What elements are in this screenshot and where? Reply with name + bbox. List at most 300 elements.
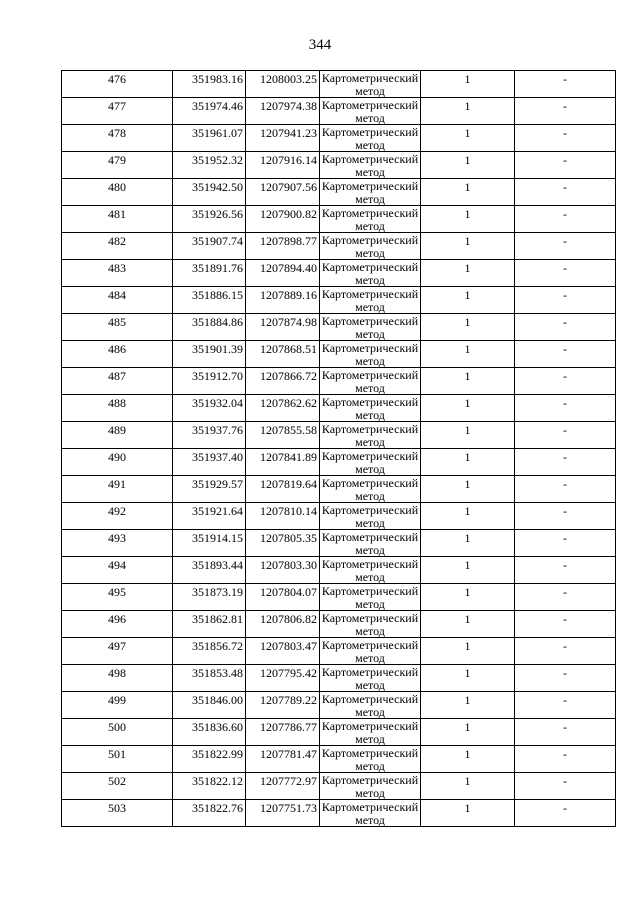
accuracy-cell xyxy=(421,152,515,179)
y-coordinate-cell-text: 1207941.23 xyxy=(260,126,317,140)
point-number-cell-text: 491 xyxy=(108,477,126,491)
description-cell xyxy=(515,719,616,746)
accuracy-cell xyxy=(421,422,515,449)
accuracy-cell-text: 1 xyxy=(464,585,471,599)
accuracy-cell-text: 1 xyxy=(464,774,471,788)
y-coordinate-cell-text: 1207974.38 xyxy=(260,99,317,113)
description-cell xyxy=(515,422,616,449)
accuracy-cell xyxy=(421,476,515,503)
accuracy-cell xyxy=(421,395,515,422)
y-coordinate-cell-text: 1207795.42 xyxy=(260,666,317,680)
table-row xyxy=(62,557,616,584)
x-coordinate-cell-text: 351862.81 xyxy=(192,612,243,626)
description-cell xyxy=(515,152,616,179)
table-row xyxy=(62,773,616,800)
point-number-cell xyxy=(62,125,173,152)
x-coordinate-cell-text: 351846.00 xyxy=(192,693,243,707)
method-cell xyxy=(320,368,421,395)
description-cell-text: - xyxy=(563,126,567,140)
point-number-cell xyxy=(62,422,173,449)
y-coordinate-cell-text: 1207855.58 xyxy=(260,423,317,437)
y-coordinate-cell-text: 1207781.47 xyxy=(260,747,317,761)
point-number-cell xyxy=(62,773,173,800)
method-cell-text: Картометрический метод xyxy=(321,260,419,286)
method-cell xyxy=(320,98,421,125)
point-number-cell xyxy=(62,584,173,611)
y-coordinate-cell xyxy=(246,611,320,638)
method-cell-text: Картометрический метод xyxy=(321,692,419,718)
x-coordinate-cell xyxy=(173,584,246,611)
method-cell-text: Картометрический метод xyxy=(321,557,419,583)
method-cell xyxy=(320,665,421,692)
x-coordinate-cell-text: 351942.50 xyxy=(192,180,243,194)
y-coordinate-cell xyxy=(246,638,320,665)
point-number-cell xyxy=(62,341,173,368)
y-coordinate-cell xyxy=(246,260,320,287)
y-coordinate-cell xyxy=(246,719,320,746)
y-coordinate-cell-text: 1207868.51 xyxy=(260,342,317,356)
point-number-cell xyxy=(62,206,173,233)
y-coordinate-cell xyxy=(246,557,320,584)
method-cell-text: Картометрический метод xyxy=(321,314,419,340)
x-coordinate-cell xyxy=(173,719,246,746)
page-number: 344 xyxy=(308,37,332,53)
method-cell-text: Картометрический метод xyxy=(321,773,419,799)
method-cell xyxy=(320,476,421,503)
y-coordinate-cell xyxy=(246,773,320,800)
x-coordinate-cell xyxy=(173,503,246,530)
x-coordinate-cell-text: 351822.12 xyxy=(192,774,243,788)
method-cell xyxy=(320,260,421,287)
point-number-cell xyxy=(62,449,173,476)
table-row xyxy=(62,665,616,692)
accuracy-cell-text: 1 xyxy=(464,423,471,437)
point-number-cell-text: 482 xyxy=(108,234,126,248)
table-row xyxy=(62,152,616,179)
method-cell xyxy=(320,800,421,827)
y-coordinate-cell-text: 1207874.98 xyxy=(260,315,317,329)
description-cell xyxy=(515,638,616,665)
table-row xyxy=(62,314,616,341)
x-coordinate-cell xyxy=(173,287,246,314)
table-row xyxy=(62,287,616,314)
description-cell-text: - xyxy=(563,477,567,491)
point-number-cell-text: 479 xyxy=(108,153,126,167)
y-coordinate-cell xyxy=(246,692,320,719)
description-cell-text: - xyxy=(563,450,567,464)
point-number-cell-text: 489 xyxy=(108,423,126,437)
method-cell xyxy=(320,152,421,179)
method-cell-text: Картометрический метод xyxy=(321,530,419,556)
point-number-cell-text: 495 xyxy=(108,585,126,599)
method-cell-text: Картометрический метод xyxy=(321,125,419,151)
accuracy-cell xyxy=(421,692,515,719)
y-coordinate-cell xyxy=(246,368,320,395)
accuracy-cell xyxy=(421,179,515,206)
accuracy-cell xyxy=(421,314,515,341)
method-cell-text: Картометрический метод xyxy=(321,206,419,232)
x-coordinate-cell-text: 351893.44 xyxy=(192,558,243,572)
point-number-cell xyxy=(62,638,173,665)
table-row xyxy=(62,422,616,449)
x-coordinate-cell xyxy=(173,422,246,449)
point-number-cell xyxy=(62,557,173,584)
method-cell xyxy=(320,719,421,746)
accuracy-cell xyxy=(421,557,515,584)
description-cell-text: - xyxy=(563,639,567,653)
x-coordinate-cell xyxy=(173,773,246,800)
accuracy-cell-text: 1 xyxy=(464,396,471,410)
accuracy-cell-text: 1 xyxy=(464,612,471,626)
accuracy-cell-text: 1 xyxy=(464,288,471,302)
point-number-cell-text: 481 xyxy=(108,207,126,221)
x-coordinate-cell-text: 351884.86 xyxy=(192,315,243,329)
y-coordinate-cell-text: 1207841.89 xyxy=(260,450,317,464)
point-number-cell xyxy=(62,233,173,260)
table-row xyxy=(62,449,616,476)
table-row xyxy=(62,341,616,368)
y-coordinate-cell-text: 1207898.77 xyxy=(260,234,317,248)
y-coordinate-cell xyxy=(246,530,320,557)
description-cell-text: - xyxy=(563,153,567,167)
method-cell xyxy=(320,395,421,422)
table-row xyxy=(62,71,616,98)
y-coordinate-cell-text: 1207900.82 xyxy=(260,207,317,221)
description-cell xyxy=(515,746,616,773)
method-cell-text: Картометрический метод xyxy=(321,152,419,178)
x-coordinate-cell-text: 351856.72 xyxy=(192,639,243,653)
point-number-cell xyxy=(62,98,173,125)
accuracy-cell-text: 1 xyxy=(464,369,471,383)
method-cell xyxy=(320,638,421,665)
description-cell-text: - xyxy=(563,423,567,437)
description-cell-text: - xyxy=(563,774,567,788)
x-coordinate-cell xyxy=(173,665,246,692)
method-cell-text: Картометрический метод xyxy=(321,98,419,124)
description-cell xyxy=(515,557,616,584)
method-cell-text: Картометрический метод xyxy=(321,476,419,502)
table-row xyxy=(62,368,616,395)
accuracy-cell-text: 1 xyxy=(464,234,471,248)
method-cell xyxy=(320,422,421,449)
description-cell-text: - xyxy=(563,693,567,707)
y-coordinate-cell-text: 1207894.40 xyxy=(260,261,317,275)
table-row xyxy=(62,125,616,152)
y-coordinate-cell xyxy=(246,98,320,125)
point-number-cell xyxy=(62,476,173,503)
coordinates-table xyxy=(61,70,616,827)
method-cell xyxy=(320,530,421,557)
accuracy-cell-text: 1 xyxy=(464,639,471,653)
method-cell-text: Картометрический метод xyxy=(321,719,419,745)
method-cell xyxy=(320,692,421,719)
method-cell-text: Картометрический метод xyxy=(321,800,419,826)
point-number-cell xyxy=(62,395,173,422)
x-coordinate-cell-text: 351836.60 xyxy=(192,720,243,734)
y-coordinate-cell-text: 1208003.25 xyxy=(260,72,317,86)
x-coordinate-cell xyxy=(173,638,246,665)
point-number-cell xyxy=(62,71,173,98)
method-cell xyxy=(320,233,421,260)
method-cell xyxy=(320,206,421,233)
point-number-cell xyxy=(62,503,173,530)
y-coordinate-cell xyxy=(246,287,320,314)
y-coordinate-cell xyxy=(246,179,320,206)
x-coordinate-cell-text: 351983.16 xyxy=(192,72,243,86)
accuracy-cell xyxy=(421,746,515,773)
x-coordinate-cell xyxy=(173,746,246,773)
method-cell xyxy=(320,449,421,476)
accuracy-cell xyxy=(421,665,515,692)
description-cell xyxy=(515,800,616,827)
accuracy-cell-text: 1 xyxy=(464,315,471,329)
y-coordinate-cell xyxy=(246,206,320,233)
point-number-cell-text: 480 xyxy=(108,180,126,194)
y-coordinate-cell-text: 1207907.56 xyxy=(260,180,317,194)
table-row xyxy=(62,179,616,206)
y-coordinate-cell-text: 1207751.73 xyxy=(260,801,317,815)
table-row xyxy=(62,692,616,719)
description-cell-text: - xyxy=(563,396,567,410)
x-coordinate-cell xyxy=(173,530,246,557)
description-cell xyxy=(515,368,616,395)
y-coordinate-cell-text: 1207866.72 xyxy=(260,369,317,383)
description-cell-text: - xyxy=(563,801,567,815)
x-coordinate-cell xyxy=(173,206,246,233)
point-number-cell xyxy=(62,179,173,206)
method-cell-text: Картометрический метод xyxy=(321,395,419,421)
point-number-cell xyxy=(62,368,173,395)
point-number-cell xyxy=(62,746,173,773)
description-cell-text: - xyxy=(563,504,567,518)
x-coordinate-cell-text: 351822.99 xyxy=(192,747,243,761)
accuracy-cell-text: 1 xyxy=(464,531,471,545)
x-coordinate-cell xyxy=(173,260,246,287)
y-coordinate-cell-text: 1207916.14 xyxy=(260,153,317,167)
table-row xyxy=(62,98,616,125)
accuracy-cell-text: 1 xyxy=(464,72,471,86)
y-coordinate-cell xyxy=(246,503,320,530)
description-cell xyxy=(515,71,616,98)
method-cell-text: Картометрический метод xyxy=(321,638,419,664)
method-cell xyxy=(320,341,421,368)
point-number-cell xyxy=(62,800,173,827)
description-cell-text: - xyxy=(563,234,567,248)
accuracy-cell-text: 1 xyxy=(464,477,471,491)
description-cell-text: - xyxy=(563,558,567,572)
accuracy-cell-text: 1 xyxy=(464,342,471,356)
point-number-cell xyxy=(62,530,173,557)
table-row xyxy=(62,800,616,827)
method-cell xyxy=(320,71,421,98)
point-number-cell-text: 494 xyxy=(108,558,126,572)
x-coordinate-cell xyxy=(173,233,246,260)
x-coordinate-cell-text: 351822.76 xyxy=(192,801,243,815)
x-coordinate-cell xyxy=(173,314,246,341)
method-cell xyxy=(320,746,421,773)
table-row xyxy=(62,395,616,422)
x-coordinate-cell xyxy=(173,368,246,395)
point-number-cell-text: 499 xyxy=(108,693,126,707)
point-number-cell-text: 500 xyxy=(108,720,126,734)
method-cell-text: Картометрический метод xyxy=(321,233,419,259)
accuracy-cell xyxy=(421,449,515,476)
method-cell-text: Картометрический метод xyxy=(321,422,419,448)
description-cell-text: - xyxy=(563,612,567,626)
description-cell-text: - xyxy=(563,585,567,599)
method-cell-text: Картометрический метод xyxy=(321,611,419,637)
y-coordinate-cell xyxy=(246,449,320,476)
x-coordinate-cell-text: 351891.76 xyxy=(192,261,243,275)
accuracy-cell-text: 1 xyxy=(464,666,471,680)
description-cell-text: - xyxy=(563,666,567,680)
y-coordinate-cell-text: 1207803.30 xyxy=(260,558,317,572)
table-row xyxy=(62,530,616,557)
point-number-cell xyxy=(62,692,173,719)
accuracy-cell-text: 1 xyxy=(464,747,471,761)
x-coordinate-cell xyxy=(173,152,246,179)
y-coordinate-cell-text: 1207772.97 xyxy=(260,774,317,788)
method-cell xyxy=(320,179,421,206)
description-cell-text: - xyxy=(563,180,567,194)
accuracy-cell xyxy=(421,368,515,395)
method-cell-text: Картометрический метод xyxy=(321,449,419,475)
accuracy-cell xyxy=(421,71,515,98)
description-cell xyxy=(515,692,616,719)
description-cell xyxy=(515,584,616,611)
point-number-cell-text: 487 xyxy=(108,369,126,383)
point-number-cell xyxy=(62,665,173,692)
description-cell-text: - xyxy=(563,369,567,383)
x-coordinate-cell xyxy=(173,557,246,584)
accuracy-cell xyxy=(421,611,515,638)
description-cell xyxy=(515,665,616,692)
table-row xyxy=(62,260,616,287)
description-cell-text: - xyxy=(563,531,567,545)
description-cell-text: - xyxy=(563,747,567,761)
x-coordinate-cell xyxy=(173,341,246,368)
point-number-cell xyxy=(62,152,173,179)
method-cell-text: Картометрический метод xyxy=(321,71,419,97)
y-coordinate-cell xyxy=(246,341,320,368)
x-coordinate-cell-text: 351932.04 xyxy=(192,396,243,410)
y-coordinate-cell-text: 1207804.07 xyxy=(260,585,317,599)
y-coordinate-cell xyxy=(246,476,320,503)
point-number-cell-text: 502 xyxy=(108,774,126,788)
accuracy-cell-text: 1 xyxy=(464,153,471,167)
table-row xyxy=(62,233,616,260)
x-coordinate-cell-text: 351937.76 xyxy=(192,423,243,437)
x-coordinate-cell xyxy=(173,611,246,638)
y-coordinate-cell xyxy=(246,314,320,341)
description-cell xyxy=(515,260,616,287)
point-number-cell-text: 485 xyxy=(108,315,126,329)
point-number-cell xyxy=(62,314,173,341)
table-row xyxy=(62,719,616,746)
y-coordinate-cell-text: 1207786.77 xyxy=(260,720,317,734)
x-coordinate-cell xyxy=(173,476,246,503)
point-number-cell-text: 484 xyxy=(108,288,126,302)
table-row xyxy=(62,584,616,611)
y-coordinate-cell xyxy=(246,746,320,773)
method-cell-text: Картометрический метод xyxy=(321,179,419,205)
accuracy-cell xyxy=(421,206,515,233)
accuracy-cell-text: 1 xyxy=(464,801,471,815)
method-cell-text: Картометрический метод xyxy=(321,368,419,394)
description-cell xyxy=(515,611,616,638)
accuracy-cell xyxy=(421,719,515,746)
description-cell xyxy=(515,125,616,152)
accuracy-cell-text: 1 xyxy=(464,558,471,572)
point-number-cell xyxy=(62,611,173,638)
table-row xyxy=(62,611,616,638)
description-cell xyxy=(515,530,616,557)
y-coordinate-cell xyxy=(246,665,320,692)
description-cell-text: - xyxy=(563,342,567,356)
table-row xyxy=(62,638,616,665)
table-row xyxy=(62,503,616,530)
x-coordinate-cell xyxy=(173,449,246,476)
x-coordinate-cell-text: 351853.48 xyxy=(192,666,243,680)
accuracy-cell xyxy=(421,125,515,152)
description-cell xyxy=(515,206,616,233)
x-coordinate-cell-text: 351926.56 xyxy=(192,207,243,221)
description-cell xyxy=(515,449,616,476)
y-coordinate-cell-text: 1207810.14 xyxy=(260,504,317,518)
y-coordinate-cell-text: 1207805.35 xyxy=(260,531,317,545)
point-number-cell-text: 477 xyxy=(108,99,126,113)
x-coordinate-cell xyxy=(173,71,246,98)
x-coordinate-cell xyxy=(173,98,246,125)
point-number-cell-text: 492 xyxy=(108,504,126,518)
point-number-cell-text: 501 xyxy=(108,747,126,761)
method-cell xyxy=(320,314,421,341)
y-coordinate-cell xyxy=(246,152,320,179)
point-number-cell xyxy=(62,719,173,746)
x-coordinate-cell xyxy=(173,395,246,422)
x-coordinate-cell-text: 351914.15 xyxy=(192,531,243,545)
y-coordinate-cell xyxy=(246,800,320,827)
x-coordinate-cell-text: 351901.39 xyxy=(192,342,243,356)
description-cell xyxy=(515,395,616,422)
method-cell xyxy=(320,503,421,530)
accuracy-cell-text: 1 xyxy=(464,720,471,734)
point-number-cell-text: 486 xyxy=(108,342,126,356)
point-number-cell-text: 478 xyxy=(108,126,126,140)
point-number-cell xyxy=(62,287,173,314)
y-coordinate-cell-text: 1207819.64 xyxy=(260,477,317,491)
x-coordinate-cell xyxy=(173,800,246,827)
x-coordinate-cell-text: 351974.46 xyxy=(192,99,243,113)
accuracy-cell-text: 1 xyxy=(464,693,471,707)
method-cell xyxy=(320,611,421,638)
method-cell xyxy=(320,584,421,611)
accuracy-cell xyxy=(421,800,515,827)
method-cell-text: Картометрический метод xyxy=(321,665,419,691)
accuracy-cell xyxy=(421,773,515,800)
accuracy-cell xyxy=(421,98,515,125)
description-cell xyxy=(515,341,616,368)
method-cell xyxy=(320,125,421,152)
accuracy-cell-text: 1 xyxy=(464,180,471,194)
x-coordinate-cell-text: 351886.15 xyxy=(192,288,243,302)
point-number-cell-text: 488 xyxy=(108,396,126,410)
point-number-cell xyxy=(62,260,173,287)
method-cell-text: Картометрический метод xyxy=(321,341,419,367)
x-coordinate-cell-text: 351873.19 xyxy=(192,585,243,599)
x-coordinate-cell-text: 351912.70 xyxy=(192,369,243,383)
method-cell-text: Картометрический метод xyxy=(321,287,419,313)
